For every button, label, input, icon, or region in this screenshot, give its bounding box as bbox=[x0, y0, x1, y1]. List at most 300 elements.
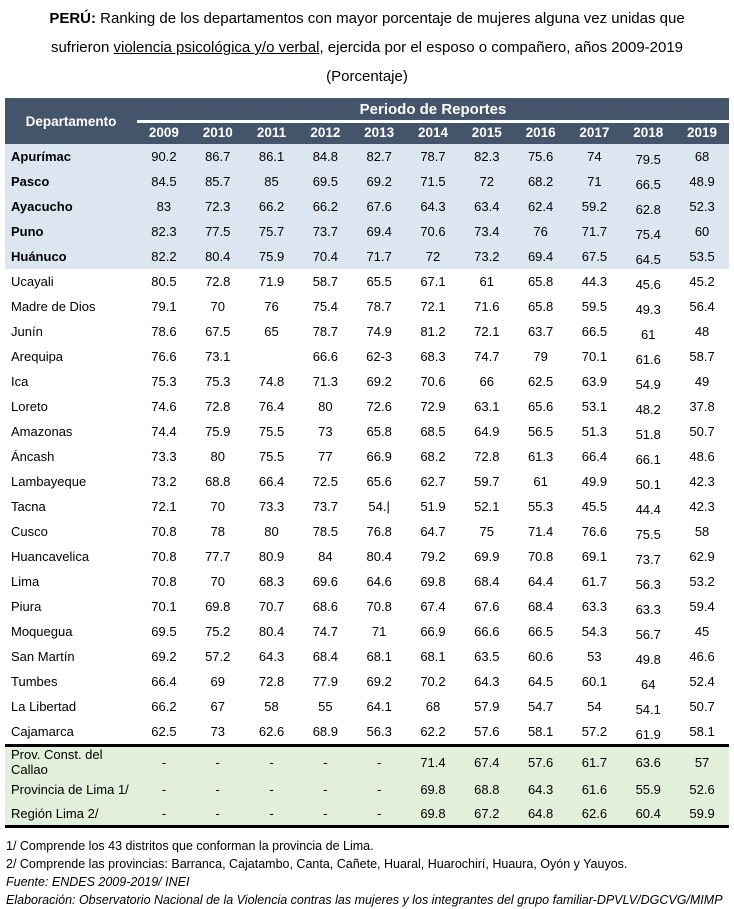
value-cell: 68.5 bbox=[420, 424, 446, 439]
value-cell: 77.7 bbox=[205, 549, 231, 564]
table-title bbox=[5, 4, 729, 91]
value-cell: 61 bbox=[533, 474, 548, 489]
value-cell: 69.9 bbox=[474, 549, 500, 564]
value-cell: 68.1 bbox=[420, 649, 446, 664]
value-cell: 66.2 bbox=[258, 199, 285, 214]
value-cell: 72.6 bbox=[366, 399, 392, 414]
value-cell: 58 bbox=[264, 699, 279, 714]
value-cell: 75.7 bbox=[258, 224, 285, 239]
value-cell: 72.8 bbox=[205, 274, 231, 289]
value-cell: 65.6 bbox=[527, 399, 554, 414]
value-cell: 67.2 bbox=[460, 801, 514, 827]
value-cell: 71 bbox=[587, 174, 602, 189]
value-cell: 61.6 bbox=[635, 352, 661, 367]
value-cell: 70.1 bbox=[151, 599, 177, 614]
value-cell: 77.9 bbox=[312, 674, 338, 689]
value-cell: 69.8 bbox=[420, 781, 446, 797]
department-cell: La Libertad bbox=[11, 699, 77, 714]
department-cell: Huancavelica bbox=[11, 549, 90, 564]
value-cell: 69.5 bbox=[151, 624, 177, 639]
value-cell: 68.1 bbox=[366, 649, 392, 664]
value-cell: 69.6 bbox=[312, 574, 338, 589]
value-cell: 68.4 bbox=[474, 574, 500, 589]
value-cell: 68.2 bbox=[527, 174, 554, 189]
value-cell: 71.7 bbox=[581, 224, 608, 239]
value-cell: 50.1 bbox=[635, 477, 661, 492]
value-cell: 74.7 bbox=[312, 624, 338, 639]
footnote-2: 2/ Comprende las provincias: Barranca, Cajatambo, Canta, Cañete, Huaral, Huarochirí, Huaura, Oyón y Yauyos. bbox=[6, 857, 628, 871]
value-cell: 57 bbox=[675, 746, 729, 778]
value-cell: 86.7 bbox=[205, 149, 231, 164]
value-cell: 65.8 bbox=[527, 274, 554, 289]
value-cell: 72.9 bbox=[420, 399, 446, 414]
value-cell: 90.2 bbox=[151, 149, 177, 164]
value-cell: 68.8 bbox=[205, 474, 231, 489]
value-cell: 57.6 bbox=[514, 746, 568, 778]
table-header bbox=[5, 98, 729, 144]
value-cell: 74.9 bbox=[366, 324, 392, 339]
department-column-header: Departamento bbox=[5, 98, 137, 144]
value-cell: - bbox=[352, 801, 406, 827]
value-cell: - bbox=[298, 746, 352, 778]
value-cell: 78.7 bbox=[420, 149, 446, 164]
value-cell: 64.8 bbox=[514, 801, 568, 827]
value-cell: 58.7 bbox=[312, 274, 338, 289]
value-cell: 80.5 bbox=[151, 274, 177, 289]
year-header: 2014 bbox=[406, 122, 460, 145]
value-cell: 82.3 bbox=[151, 224, 177, 239]
value-cell: - bbox=[245, 746, 299, 778]
value-cell: 63.7 bbox=[527, 324, 554, 339]
value-cell: 64.5 bbox=[527, 674, 554, 689]
value-cell: 69.2 bbox=[366, 174, 392, 189]
value-cell: 54.1 bbox=[635, 702, 661, 717]
value-cell: 73.2 bbox=[151, 474, 177, 489]
table-row bbox=[5, 494, 729, 519]
value-cell: 70.8 bbox=[151, 524, 177, 539]
value-cell: 59.7 bbox=[474, 474, 500, 489]
departments-body bbox=[5, 144, 729, 746]
value-cell: 63.5 bbox=[474, 649, 500, 664]
value-cell: 69.4 bbox=[527, 249, 554, 264]
value-cell: 79.5 bbox=[635, 152, 661, 167]
value-cell: 48.6 bbox=[689, 449, 715, 464]
value-cell: 72 bbox=[425, 249, 441, 264]
value-cell: 67.6 bbox=[474, 599, 500, 614]
value-cell: 67.4 bbox=[420, 599, 446, 614]
value-cell: 49.9 bbox=[581, 474, 608, 489]
value-cell: 69.2 bbox=[151, 649, 177, 664]
value-cell: 55.9 bbox=[635, 781, 661, 797]
value-cell: 53.5 bbox=[689, 249, 715, 264]
value-cell: 64.3 bbox=[420, 199, 446, 214]
value-cell: 62.8 bbox=[635, 202, 661, 217]
value-cell: 63.3 bbox=[581, 599, 608, 614]
value-cell: 75.3 bbox=[151, 374, 177, 389]
table-row bbox=[5, 144, 729, 169]
value-cell: 68.4 bbox=[527, 599, 554, 614]
value-cell: 67.5 bbox=[581, 249, 608, 264]
value-cell: 57.6 bbox=[474, 724, 500, 739]
value-cell: 51.8 bbox=[635, 427, 661, 442]
value-cell: 68.3 bbox=[420, 349, 446, 364]
value-cell: 49.8 bbox=[635, 652, 661, 667]
value-cell: 67.4 bbox=[460, 746, 514, 778]
table-row bbox=[5, 694, 729, 719]
value-cell: 82.7 bbox=[366, 149, 392, 164]
value-cell: 70 bbox=[210, 574, 225, 589]
value-cell: 70 bbox=[210, 299, 225, 314]
value-cell: 70.7 bbox=[258, 599, 285, 614]
value-cell: 67.6 bbox=[366, 199, 392, 214]
value-cell: 54.| bbox=[368, 499, 390, 514]
value-cell: 73.7 bbox=[635, 552, 661, 567]
table-row bbox=[5, 269, 729, 294]
value-cell: 66.9 bbox=[420, 624, 446, 639]
table-row bbox=[5, 369, 729, 394]
table-title-line1: PERÚ: Ranking de los departamentos con mayor porcentaje de mujeres alguna vez unidas que bbox=[49, 10, 685, 27]
value-cell: 70.2 bbox=[420, 674, 446, 689]
value-cell: 75.4 bbox=[312, 299, 338, 314]
department-cell: Piura bbox=[11, 599, 42, 614]
year-header: 2011 bbox=[245, 122, 299, 145]
table-row bbox=[5, 344, 729, 369]
value-cell: 65.5 bbox=[366, 274, 392, 289]
value-cell: 73.7 bbox=[312, 224, 338, 239]
value-cell: 56.7 bbox=[635, 627, 661, 642]
value-cell: 53.2 bbox=[689, 574, 715, 589]
table-row bbox=[5, 444, 729, 469]
value-cell: 83 bbox=[156, 199, 172, 214]
value-cell: 73.1 bbox=[205, 349, 231, 364]
department-cell: Cajamarca bbox=[11, 724, 74, 739]
value-cell: 70.8 bbox=[151, 549, 177, 564]
value-cell: 71 bbox=[371, 624, 387, 639]
value-cell: 56.3 bbox=[366, 724, 392, 739]
value-cell: 78.6 bbox=[151, 324, 177, 339]
value-cell: 73 bbox=[210, 724, 225, 739]
value-cell: 57.9 bbox=[474, 699, 500, 714]
value-cell: 76.8 bbox=[366, 524, 392, 539]
value-cell: 61 bbox=[479, 274, 495, 289]
value-cell: 76.6 bbox=[581, 524, 608, 539]
department-cell: Tacna bbox=[11, 499, 46, 514]
value-cell: 72.5 bbox=[312, 474, 338, 489]
value-cell: 75.5 bbox=[258, 449, 285, 464]
value-cell: 66.5 bbox=[527, 624, 554, 639]
value-cell: 73 bbox=[318, 424, 333, 439]
value-cell: 80.4 bbox=[258, 624, 285, 639]
value-cell: 69.2 bbox=[366, 374, 392, 389]
footnote-elaboration: Elaboración: Observatorio Nacional de la Violencia contras las mujeres y los integrantes del grupo familiar-DPVLV/DGCVG/MIMP bbox=[6, 893, 723, 907]
value-cell: - bbox=[191, 801, 245, 827]
value-cell: 66.9 bbox=[366, 449, 392, 464]
value-cell: 56.3 bbox=[635, 577, 661, 592]
table-row bbox=[5, 719, 729, 746]
value-cell: 62.4 bbox=[527, 199, 554, 214]
value-cell: 80.9 bbox=[258, 549, 285, 564]
value-cell: 53 bbox=[587, 649, 602, 664]
value-cell: 69.1 bbox=[581, 549, 608, 564]
value-cell: 70.8 bbox=[151, 574, 177, 589]
department-cell: Lambayeque bbox=[11, 474, 87, 489]
value-cell: 72.8 bbox=[474, 449, 500, 464]
table-row bbox=[5, 644, 729, 669]
value-cell: 70.4 bbox=[312, 249, 338, 264]
department-cell: Junín bbox=[11, 324, 43, 339]
value-cell: 64.4 bbox=[527, 574, 554, 589]
value-cell: 48 bbox=[694, 324, 710, 339]
data-table bbox=[5, 98, 729, 828]
value-cell: 66.6 bbox=[474, 624, 500, 639]
department-cell: Huánuco bbox=[11, 249, 67, 264]
value-cell: 75.2 bbox=[205, 624, 231, 639]
value-cell: 68.4 bbox=[312, 649, 338, 664]
value-cell: 69.8 bbox=[205, 599, 231, 614]
value-cell: 57.2 bbox=[581, 724, 608, 739]
value-cell: 63.4 bbox=[474, 199, 500, 214]
value-cell: 70.1 bbox=[581, 349, 608, 364]
department-cell: Región Lima 2/ bbox=[5, 801, 137, 827]
value-cell: 71.7 bbox=[366, 249, 392, 264]
value-cell: 46.6 bbox=[689, 649, 715, 664]
value-cell: 54 bbox=[587, 699, 602, 714]
value-cell: - bbox=[191, 746, 245, 778]
table-row bbox=[5, 544, 729, 569]
value-cell: 69.8 bbox=[420, 574, 446, 589]
value-cell: 75.6 bbox=[527, 149, 554, 164]
table-row bbox=[5, 419, 729, 444]
value-cell: 72.3 bbox=[205, 199, 231, 214]
value-cell: 66.6 bbox=[312, 349, 338, 364]
department-cell: Tumbes bbox=[11, 674, 58, 689]
value-cell: - bbox=[161, 781, 167, 797]
value-cell: 70.8 bbox=[527, 549, 554, 564]
value-cell: 79 bbox=[533, 349, 548, 364]
value-cell: 57.2 bbox=[205, 649, 231, 664]
value-cell: 67.5 bbox=[205, 324, 231, 339]
department-cell: Provincia de Lima 1/ bbox=[11, 781, 129, 797]
table-row bbox=[5, 801, 729, 827]
value-cell: 76 bbox=[264, 299, 279, 314]
value-cell: 69.2 bbox=[366, 674, 392, 689]
value-cell: 65.6 bbox=[366, 474, 392, 489]
value-cell: 75.3 bbox=[205, 374, 231, 389]
value-cell: 64.5 bbox=[635, 252, 661, 267]
value-cell: 60.4 bbox=[621, 801, 675, 827]
year-header: 2009 bbox=[137, 122, 191, 145]
value-cell: 73.4 bbox=[474, 224, 500, 239]
value-cell: - bbox=[137, 801, 191, 827]
value-cell: - bbox=[215, 781, 220, 797]
year-header: 2013 bbox=[352, 122, 406, 145]
value-cell: 61.7 bbox=[581, 574, 608, 589]
value-cell: 74 bbox=[587, 149, 602, 164]
value-cell: 76.6 bbox=[151, 349, 177, 364]
footnote-1: 1/ Comprende los 43 distritos que conforman la provincia de Lima. bbox=[6, 839, 374, 853]
value-cell: 42.3 bbox=[689, 474, 715, 489]
value-cell: 52.3 bbox=[689, 199, 715, 214]
value-cell: 84.8 bbox=[312, 149, 338, 164]
value-cell: 54.7 bbox=[527, 699, 554, 714]
value-cell: 72 bbox=[479, 174, 495, 189]
department-cell: Ayacucho bbox=[11, 199, 73, 214]
department-cell: Cusco bbox=[11, 524, 48, 539]
value-cell: 65 bbox=[264, 324, 279, 339]
value-cell: - bbox=[137, 746, 191, 778]
value-cell: 68.3 bbox=[258, 574, 285, 589]
value-cell: 58.1 bbox=[689, 724, 715, 739]
value-cell: 77.5 bbox=[205, 224, 231, 239]
value-cell: 63.1 bbox=[474, 399, 500, 414]
value-cell: 66.4 bbox=[258, 474, 285, 489]
value-cell: 72.1 bbox=[474, 324, 500, 339]
value-cell: 69 bbox=[210, 674, 225, 689]
value-cell: 63.9 bbox=[581, 374, 608, 389]
value-cell: 59.9 bbox=[675, 801, 729, 827]
department-cell: Prov. Const. del Callao bbox=[5, 746, 137, 778]
value-cell: 64.9 bbox=[474, 424, 500, 439]
value-cell: 70 bbox=[210, 499, 225, 514]
value-cell: 82.3 bbox=[474, 149, 500, 164]
value-cell: 70.8 bbox=[366, 599, 392, 614]
value-cell: 42.3 bbox=[689, 499, 715, 514]
value-cell: 55.3 bbox=[527, 499, 554, 514]
value-cell: 72.1 bbox=[420, 299, 446, 314]
table-row bbox=[5, 169, 729, 194]
value-cell: 75.5 bbox=[258, 424, 285, 439]
table-row bbox=[5, 194, 729, 219]
value-cell: 85 bbox=[264, 174, 279, 189]
value-cell: 64.3 bbox=[258, 649, 285, 664]
table-title-unit: (Porcentaje) bbox=[326, 68, 408, 85]
value-cell: 63.6 bbox=[621, 746, 675, 778]
value-cell: 77 bbox=[318, 449, 333, 464]
value-cell: 59.4 bbox=[689, 599, 715, 614]
year-header: 2015 bbox=[460, 122, 514, 145]
value-cell: 50.7 bbox=[689, 424, 715, 439]
value-cell: 80 bbox=[264, 524, 279, 539]
value-cell: - bbox=[323, 781, 328, 797]
footnotes bbox=[5, 837, 729, 909]
value-cell: 48.2 bbox=[635, 402, 661, 417]
value-cell: 44.4 bbox=[635, 502, 661, 517]
department-cell: Ica bbox=[11, 374, 29, 389]
value-cell: 78 bbox=[210, 524, 225, 539]
value-cell: 69.8 bbox=[406, 801, 460, 827]
table-row bbox=[5, 777, 729, 801]
value-cell: 76.4 bbox=[258, 399, 285, 414]
value-cell: - bbox=[376, 781, 382, 797]
period-group-header: Periodo de Reportes bbox=[137, 98, 729, 122]
department-cell: Áncash bbox=[11, 449, 55, 464]
value-cell: 50.7 bbox=[689, 699, 715, 714]
value-cell: 51.3 bbox=[581, 424, 608, 439]
value-cell: 54.3 bbox=[581, 624, 608, 639]
value-cell: 58 bbox=[694, 524, 710, 539]
value-cell: 49 bbox=[694, 374, 710, 389]
value-cell: 56.5 bbox=[527, 424, 554, 439]
value-cell: 45.6 bbox=[635, 277, 661, 292]
value-cell: 66.2 bbox=[151, 699, 177, 714]
value-cell: 71.9 bbox=[258, 274, 285, 289]
department-cell: Amazonas bbox=[11, 424, 73, 439]
summary-body bbox=[5, 746, 729, 827]
title-underlined-phrase: violencia psicológica y/o verbal bbox=[113, 39, 320, 56]
value-cell: 78.7 bbox=[312, 324, 338, 339]
value-cell: 73.3 bbox=[151, 449, 177, 464]
year-header: 2017 bbox=[568, 122, 622, 145]
value-cell: 67 bbox=[210, 699, 225, 714]
value-cell: 82.2 bbox=[151, 249, 177, 264]
value-cell: 67.1 bbox=[420, 274, 446, 289]
value-cell: 65.8 bbox=[366, 424, 392, 439]
value-cell: 75.5 bbox=[635, 527, 661, 542]
value-cell: 66.5 bbox=[581, 324, 608, 339]
table-row bbox=[5, 244, 729, 269]
value-cell: 75 bbox=[479, 524, 495, 539]
value-cell: 52.6 bbox=[689, 781, 715, 797]
department-cell: Pasco bbox=[11, 174, 50, 189]
year-header: 2010 bbox=[191, 122, 245, 145]
value-cell: 62.7 bbox=[420, 474, 446, 489]
value-cell: 84 bbox=[318, 549, 333, 564]
value-cell: 45 bbox=[694, 624, 710, 639]
value-cell: 74.4 bbox=[151, 424, 177, 439]
value-cell: 73.7 bbox=[312, 499, 338, 514]
value-cell: 60.6 bbox=[527, 649, 554, 664]
table-row bbox=[5, 619, 729, 644]
value-cell: 60 bbox=[694, 224, 710, 239]
value-cell: 58.1 bbox=[527, 724, 554, 739]
table-row bbox=[5, 294, 729, 319]
value-cell: 86.1 bbox=[258, 149, 285, 164]
footnote-source: Fuente: ENDES 2009-2019/ INEI bbox=[6, 875, 190, 889]
value-cell: 80 bbox=[210, 449, 225, 464]
year-header: 2018 bbox=[621, 122, 675, 145]
value-cell: 69.5 bbox=[312, 174, 338, 189]
value-cell: 69.4 bbox=[366, 224, 392, 239]
value-cell: 52.4 bbox=[689, 674, 715, 689]
value-cell: 80.4 bbox=[366, 549, 392, 564]
value-cell: 49.3 bbox=[635, 302, 661, 317]
value-cell: - bbox=[269, 781, 274, 797]
value-cell: 61 bbox=[640, 327, 656, 342]
value-cell: 70.6 bbox=[420, 374, 446, 389]
value-cell: 64 bbox=[640, 677, 656, 692]
year-header: 2016 bbox=[514, 122, 568, 145]
department-cell: San Martín bbox=[11, 649, 75, 664]
table-row bbox=[5, 519, 729, 544]
value-cell: 72.8 bbox=[205, 399, 231, 414]
value-cell: 66.2 bbox=[312, 199, 338, 214]
value-cell: 62.6 bbox=[258, 724, 285, 739]
value-cell: 66.5 bbox=[635, 177, 661, 192]
value-cell: 61.9 bbox=[635, 727, 661, 742]
value-cell: 78.7 bbox=[366, 299, 392, 314]
value-cell: 64.3 bbox=[474, 674, 500, 689]
table-row bbox=[5, 319, 729, 344]
value-cell: 68.6 bbox=[312, 599, 338, 614]
value-cell: 51.9 bbox=[420, 499, 446, 514]
value-cell: 62.2 bbox=[420, 724, 446, 739]
department-cell: Moquegua bbox=[11, 624, 73, 639]
value-cell: 59.5 bbox=[581, 299, 608, 314]
value-cell: 72.8 bbox=[258, 674, 285, 689]
value-cell: 64.6 bbox=[366, 574, 392, 589]
value-cell: 55 bbox=[318, 699, 333, 714]
value-cell: 61.6 bbox=[581, 781, 608, 797]
